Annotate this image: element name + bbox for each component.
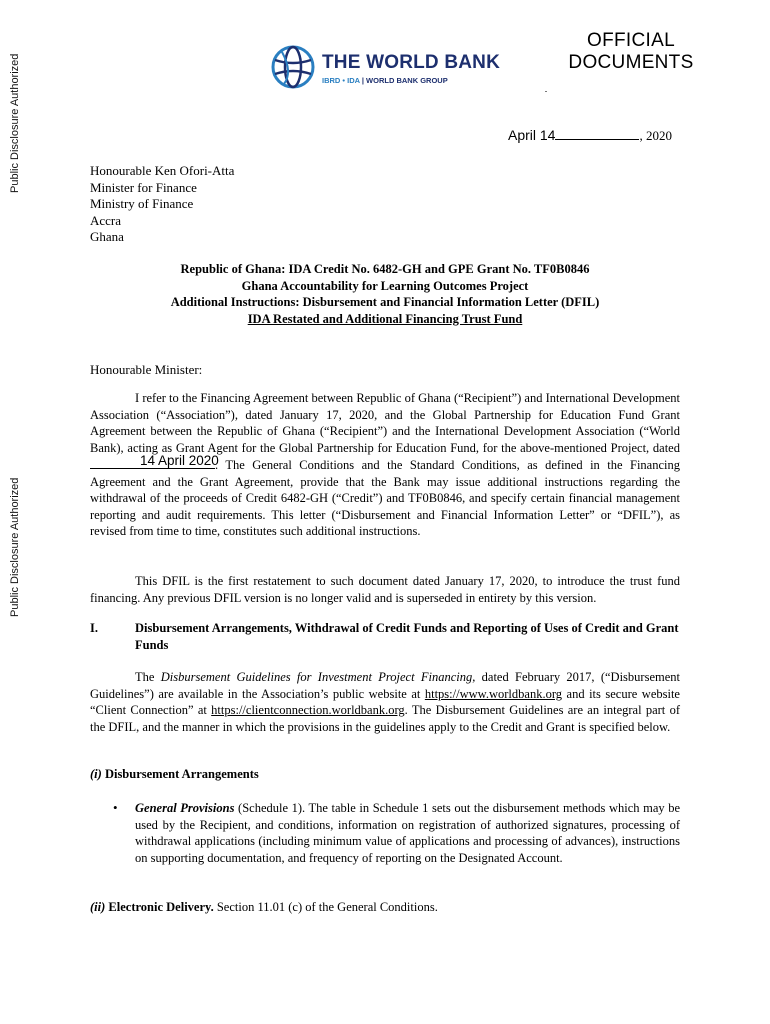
- salutation: Honourable Minister:: [90, 362, 203, 377]
- subject-line4: IDA Restated and Additional Financing Trust Fund: [247, 311, 523, 326]
- addressee-title: Minister for Finance: [90, 179, 197, 195]
- paragraph-2: This DFIL is the first restatement to such document dated January 17, 2020, to introduce the trust fund financing. Any previous DFIL version is no longer valid and is superseded in entirety by this version.: [90, 574, 680, 605]
- electronic-delivery-paragraph: (ii) Electronic Delivery. Section 11.01 (c) of the General Conditions.: [90, 900, 438, 914]
- addressee-ministry: Ministry of Finance: [90, 196, 194, 211]
- bullet-general-provisions: General Provisions (Schedule 1). The table in Schedule 1 sets out the disbursement methods which may be used by the Recipient, and conditions, information on registration of authorized signatures, processing of withdrawal applications (including minimum value of applications and processing of advances), instructions on supporting documentation, and frequency of reporting on the Designated Account.: [135, 801, 681, 865]
- addressee-name: Honourable Ken Ofori-Atta: [90, 163, 235, 178]
- logo-subtitle: IBRD • IDA | WORLD BANK GROUP: [322, 76, 448, 85]
- disclosure-label-top: Public Disclosure Authorized: [9, 53, 21, 193]
- subject-line1: Republic of Ghana: IDA Credit No. 6482-GH and GPE Grant No. TF0B0846: [180, 262, 590, 276]
- stamp-line1: OFFICIAL: [587, 30, 675, 51]
- subject-block: [90, 261, 680, 327]
- section-title: Disbursement Arrangements, Withdrawal of Credit Funds and Reporting of Uses of Credit and Grant Funds: [135, 621, 679, 652]
- clientconnection-link[interactable]: https://clientconnection.worldbank.org: [211, 703, 405, 717]
- world-bank-logo: [270, 44, 510, 90]
- recipient-address: [90, 163, 234, 246]
- handwritten-agreement-date: 14 April 2020: [140, 453, 219, 468]
- subject-line2: Ghana Accountability for Learning Outcomes Project: [241, 278, 529, 293]
- official-documents-stamp: [566, 30, 696, 74]
- bullet-icon: •: [113, 800, 118, 815]
- subheading-disbursement-arrangements: (i) Disbursement Arrangements: [90, 767, 259, 781]
- paragraph-1: I refer to the Financing Agreement between Republic of Ghana (“Recipient”) and International Development Association (“Association”), dated January 17, 2020, and the Global Partnership for Education Fund Grant Agreement between the Republic of Ghana (“Recipient”) and the International Development Association (“World Bank), acting as Grant Agent for the Global Partnership for Education Fund, for the above-mentioned Project, dated 14 April 2020 . The General Conditions and the Standard Conditions, as defined in the Financing Agreement and the Grant Agreement, provide that the Bank may issue additional instructions regarding the withdrawal of the proceeds of Credit 6482-GH (“Credit”) and TF0B0846, and specify certain financial management reporting and audit requirements. This letter (“Disbursement and Financial Information Letter” or “DFIL”), as revised from time to time, constitutes such additional instructions.: [90, 391, 680, 538]
- logo-name: THE WORLD BANK: [322, 52, 501, 73]
- date-blank: [90, 453, 219, 469]
- addressee-city: Accra: [90, 212, 122, 228]
- section-number: I.: [90, 621, 98, 635]
- handwritten-date: April 14: [508, 127, 556, 143]
- worldbank-link[interactable]: https://www.worldbank.org: [424, 686, 563, 701]
- globe-icon: [270, 44, 316, 90]
- stamp-line2: DOCUMENTS: [568, 52, 694, 73]
- paragraph-3: The Disbursement Guidelines for Investment Project Financing, dated February 2017, (“Disbursement Guidelines”) are available in the Association’s public website at https://www.worldbank.org and its secure website “Client Connection” at https://clientconnection.worldbank.org. The Disbursement Guidelines are an integral part of the DFIL, and the manner in which the provisions in the guidelines apply to the Credit and Grant is specified below.: [90, 670, 680, 734]
- date-blank-line: [555, 129, 639, 140]
- disclosure-label-bottom: Public Disclosure Authorized: [9, 477, 21, 617]
- date-year: , 2020: [639, 128, 672, 143]
- subject-line3: Additional Instructions: Disbursement and Financial Information Letter (DFIL): [170, 295, 600, 309]
- addressee-country: Ghana: [90, 229, 124, 244]
- letter-date: [508, 127, 672, 144]
- dot-mark: [545, 91, 547, 92]
